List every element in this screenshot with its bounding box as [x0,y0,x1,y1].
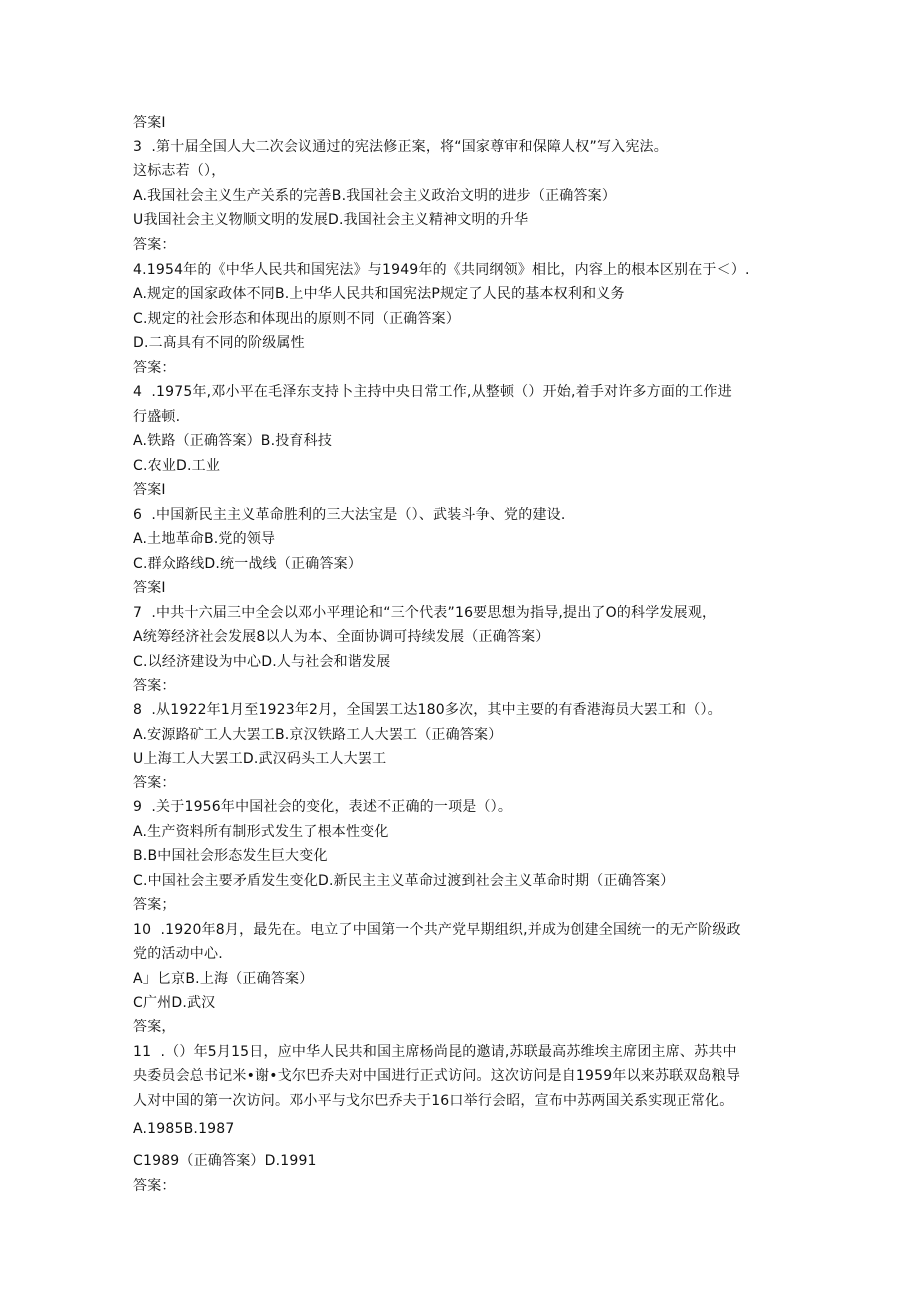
question-10-text: 10 .1920年8月，最先在。电立了中国第一个共产党早期组织,并成为创建全国统一的无产阶级政 [133,922,741,938]
answer-label: 答案I [133,115,166,131]
answer-label: 答案： [133,360,176,376]
question-5-text: 4 .1975年,邓小平在毛泽东支持卜主持中央日常工作,从整顿（）开始,着手对许多方面的工作进 [133,384,732,400]
question-7-options-cd: C.以经济建设为中心D.人与社会和谐发展 [133,654,391,670]
answer-label: 答案： [133,1178,176,1194]
question-11-text: 11 .（）年5月15日，应中华人民共和国主席杨尚昆的邀请,苏联最高苏维埃主席团主席、苏共中 [133,1044,737,1060]
question-11-text-cont: 人对中国的第一次访问。邓小平与戈尔巴乔夫于16口举行会昭，宣布中苏两国关系实现正常化。 [133,1093,734,1109]
question-4-text: 4.1954年的《中华人民共和国宪法》与1949年的《共同纲领》相比，内容上的根本区别在于＜）. [133,262,750,278]
question-5-text-cont: 行盛顿. [133,409,181,425]
question-4-option-d: D.二髙具有不同的阶级属性 [133,335,305,351]
question-9-options-cd: C.中国社会主要矛盾发生变化D.新民主主义革命过渡到社会主义革命时期（正确答案） [133,873,675,889]
question-7-text: 7 .中共十六届三中全会以邓小平理论和“三个代表”16要思想为指导,提出了O的科学发展观， [133,605,717,621]
question-7-options-ab: A统筹经济社会发展8以人为本、全面协调可持续发展（正确答案） [133,629,550,645]
question-10-text-cont: 党的活动中心. [133,946,223,962]
question-9-text: 9 .关于1956年中国社会的变化，表述不正确的一项是（）。 [133,799,513,815]
question-9-option-b: B.B中国社会形态发生巨大变化 [133,848,328,864]
answer-label: 答案： [133,237,176,253]
question-8-text: 8 .从1922年1月至1923年2月，全国罢工达180多次，其中主要的有香港海员大罢工和（）。 [133,702,722,718]
question-11-text-cont: 央委员会总书记米•谢•戈尔巴乔夫对中国进行正式访问。这次访问是自1959年以来苏联双岛粮导 [133,1068,741,1084]
question-4-option-c: C.规定的社会形态和体现出的原则不同（正确答案） [133,311,461,327]
question-3-text-cont: 这标志若（）， [133,163,226,179]
answer-label: 答案： [133,775,176,791]
question-4-options-ab: A.规定的国家政体不同B.上中华人民共和国宪法P规定了人民的基本权利和义务 [133,286,625,302]
answer-label: 答案， [133,1019,176,1035]
question-3-options-ab: A.我国社会主义生产关系的完善B.我国社会主义政治文明的进步（正确答案） [133,188,617,204]
question-6-text: 6 .中国新民主主义革命胜利的三大法宝是（）、武装斗争、党的建设. [133,507,566,523]
question-10-options-ab: A」匕京B.上海（正确答案） [133,971,314,987]
question-6-options-cd: C.群众路线D.统一战线（正确答案） [133,556,363,572]
question-3-options-cd: U我国社会主义物顺文明的发展D.我国社会主义精神文明的升华 [133,212,529,228]
question-8-options-cd: U上海工人大罢工D.武汉码头工人大罢工 [133,751,387,767]
question-10-options-cd: C广州D.武汉 [133,995,216,1011]
question-6-options-ab: A.土地革命B.党的领导 [133,531,276,547]
question-5-options-ab: A.铁路（正确答案）B.投育科技 [133,433,333,449]
question-3-text: 3 .第十届全国人大二次会议通过的宪法修正案，将“国家尊审和保障人权”写入宪法。 [133,139,668,155]
answer-label: 答案I [133,580,166,596]
question-5-options-cd: C.农业D.工业 [133,458,221,474]
question-11-options-cd: C1989（正确答案）D.1991 [133,1153,317,1169]
question-9-option-a: A.生产资料所有制形式发生了根本性变化 [133,824,389,840]
question-8-options-ab: A.安源路矿工人大罢工B.京汉铁路工人大罢工（正确答案） [133,727,503,743]
answer-label: 答案I [133,482,166,498]
answer-label: 答案： [133,678,176,694]
question-11-options-ab: A.1985B.1987 [133,1121,235,1137]
answer-label: 答案； [133,897,176,913]
